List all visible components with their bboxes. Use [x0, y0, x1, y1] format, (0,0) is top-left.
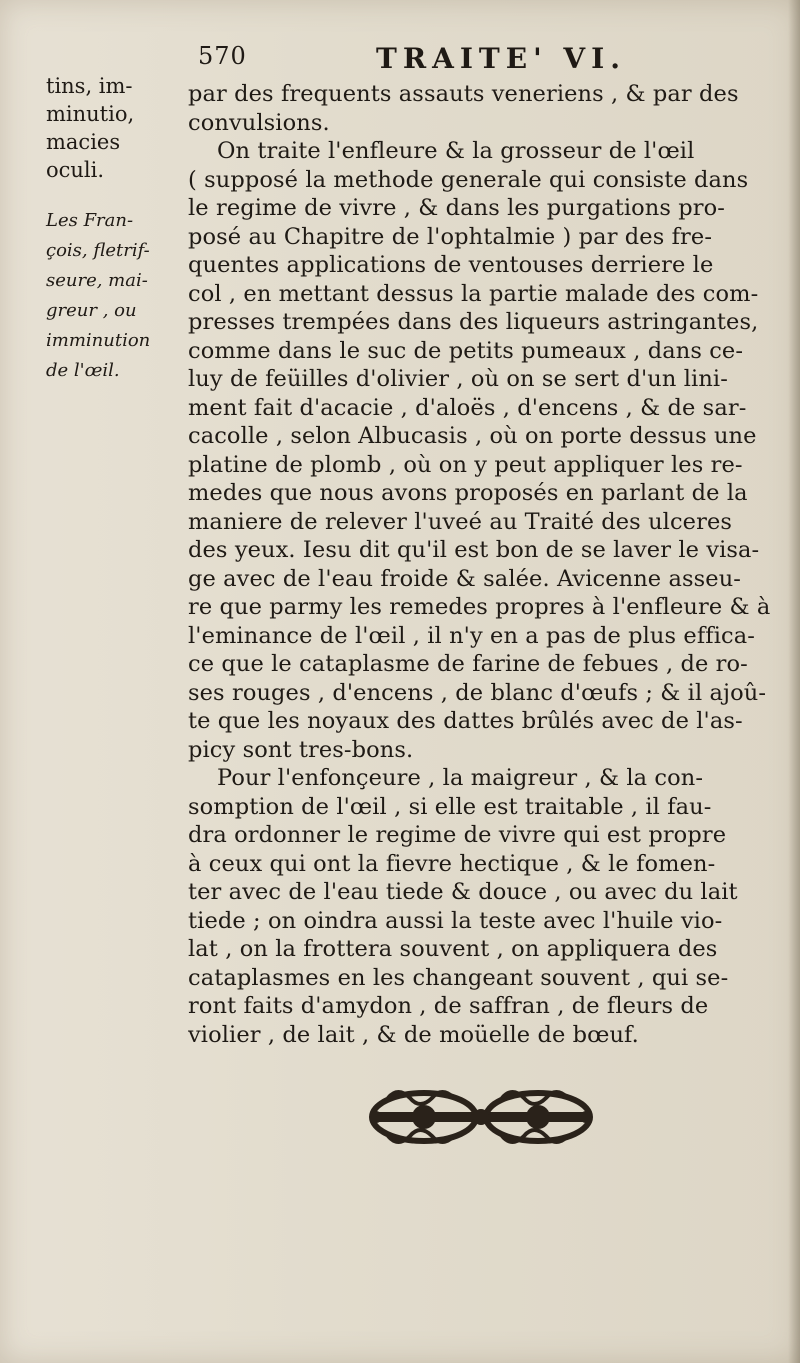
text-line: violier , de lait , & de moüelle de bœuf. — [188, 1021, 639, 1048]
text-line: ter avec de l'eau tiede & douce , ou avec du lait — [188, 879, 738, 905]
text-line: l'eminance de l'œil , il n'y en a pas de plus effica- — [188, 622, 755, 649]
text-line: ment fait d'acacie , d'aloës , d'encens , & de sar- — [188, 394, 747, 421]
margin-note-latin: tins, im- minutio, macies oculi. — [46, 74, 135, 182]
text-line: ge avec de l'eau froide & salée. Avicenne asseu- — [188, 565, 741, 592]
text-line: le regime de vivre , & dans les purgations pro- — [188, 195, 725, 221]
text-line: ( supposé la methode generale qui consiste dans — [188, 166, 749, 193]
text-line: ses rouges , d'encens , de blanc d'œufs ; & il ajoû- — [188, 679, 767, 706]
page-header — [198, 42, 758, 82]
text-line: cataplasmes en les changeant souvent , qui se- — [188, 964, 729, 991]
running-title: TRAITE' VI. — [376, 42, 626, 75]
text-line: par des frequents assauts veneriens , & par des — [188, 81, 739, 107]
text-line: dra ordonner le regime de vivre qui est propre — [188, 822, 727, 848]
text-line: cacolle , selon Albucasis , où on porte dessus une — [188, 423, 757, 449]
text-line: platine de plomb , où on y peut appliquer les re- — [188, 451, 743, 478]
text-line: comme dans le suc de petits pumeaux , dans ce- — [188, 337, 744, 364]
text-line: convulsions. — [188, 109, 330, 136]
text-line: des yeux. Iesu dit qu'il est bon de se laver le visa- — [188, 537, 760, 563]
text-line: quentes applications de ventouses derriere le — [188, 252, 714, 278]
margin-notes — [46, 72, 186, 386]
margin-note-french: Les Fran- çois, fletrif- seure, mai- greur , ou imminution de l'œil. — [46, 210, 151, 381]
text-line: te que les noyaux des dattes brûlés avec de l'as- — [188, 708, 743, 734]
text-line: à ceux qui ont la fievre hectique , & le fomen- — [188, 850, 716, 877]
text-line: re que parmy les remedes propres à l'enfleure & à — [188, 594, 771, 620]
printer-ornament-icon — [368, 1084, 594, 1150]
text-line: somption de l'œil , si elle est traitable , il fau- — [188, 793, 712, 820]
text-line: On traite l'enfleure & la grosseur de l'œil — [188, 138, 695, 164]
text-line: tiede ; on oindra aussi la teste avec l'huile vio- — [188, 907, 723, 934]
page-fold-shadow — [788, 0, 800, 1363]
text-line: luy de feüilles d'olivier , où on se sert d'un lini- — [188, 366, 728, 392]
text-line: ront faits d'amydon , de saffran , de fleurs de — [188, 993, 709, 1019]
text-line: ce que le cataplasme de farine de febues , de ro- — [188, 651, 748, 677]
text-line: presses trempées dans des liqueurs astringantes, — [188, 309, 759, 335]
text-line: medes que nous avons proposés en parlant de la — [188, 480, 748, 506]
text-line: picy sont tres-bons. — [188, 736, 414, 763]
page-number: 570 — [198, 42, 247, 70]
text-line: col , en mettant dessus la partie malade des com- — [188, 280, 759, 307]
text-line: maniere de relever l'uveé au Traité des ulceres — [188, 508, 733, 535]
text-line: Pour l'enfonçeure , la maigreur , & la con- — [188, 765, 704, 791]
text-line: lat , on la frottera souvent , on appliquera des — [188, 936, 718, 962]
body-text — [188, 80, 774, 1049]
text-line: posé au Chapitre de l'ophtalmie ) par des fre- — [188, 223, 713, 250]
